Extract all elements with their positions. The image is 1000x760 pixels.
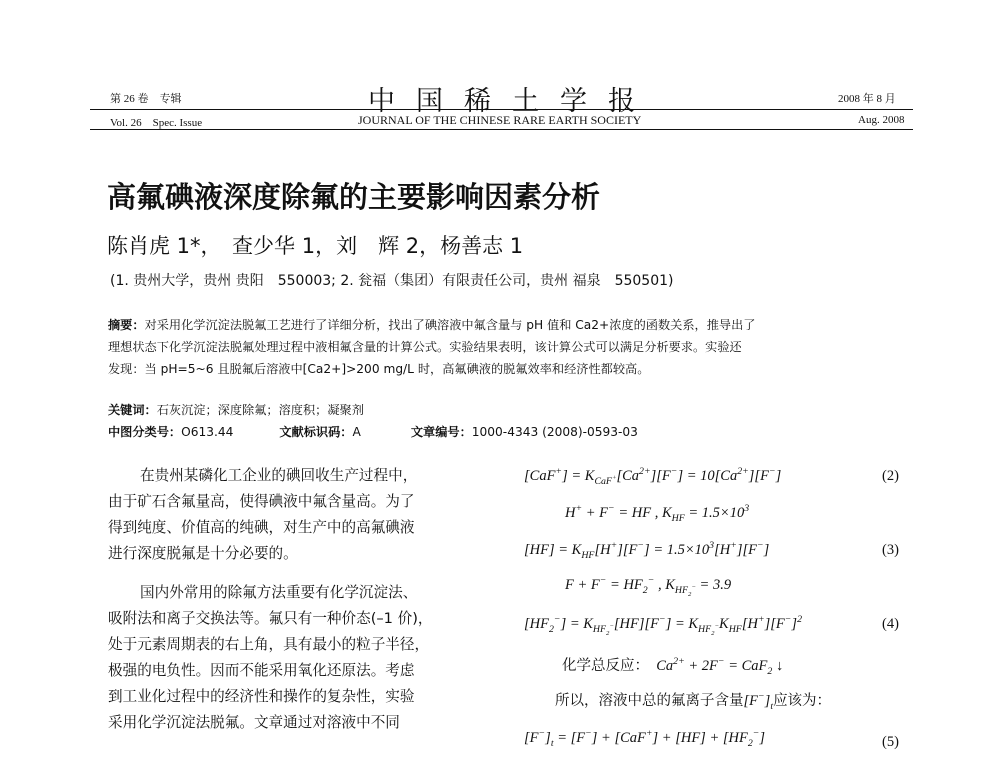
keywords-label: 关键词： [108, 403, 157, 417]
hf-constant-exponent: 3 [744, 503, 750, 515]
hf-dissociation: H+ + F− = HF , $K_{HF} = 1.5\times 10^3$ [565, 503, 750, 524]
hf-constant: 1.5×10 [701, 505, 745, 521]
body-line: 采用化学沉淀法脱氟。文章通过对溶液中不同 [108, 714, 400, 731]
header-rule-top [90, 109, 913, 110]
abstract-label: 摘要： [108, 318, 145, 332]
classification-line [108, 423, 638, 440]
date-en: Aug. 2008 [858, 114, 905, 126]
author-list: 陈肖虎 1*， 查少华 1，刘 辉 2，杨善志 1 [107, 234, 524, 258]
total-fluoride-text: 所以，溶液中总的氟离子含量 [555, 693, 744, 709]
keywords: 石灰沉淀；深度除氟；溶度积；凝聚剂 [156, 403, 364, 417]
eq2-coefficient: 10 [700, 468, 715, 484]
hf2-constant: 3.9 [712, 577, 732, 593]
volume-en: Vol. 26 Spec. Issue [110, 117, 203, 129]
body-line: 国内外常用的除氟方法重要有化学沉淀法、 [140, 584, 418, 601]
equation-5: $[F^-]_t = [F^-] + [CaF^+] + [HF] + [HF_2^-]$ [524, 728, 766, 749]
article-title: 高氟碘液深度除氟的主要影响因素分析 [107, 180, 601, 214]
abstract-text-1: 对采用化学沉淀法脱氟工艺进行了详细分析，找出了碘溶液中氟含量与 pH 值和 Ca2+浓度的函数关系，推导出了 [144, 318, 756, 332]
journal-name-zh: 中国稀土学报 [368, 86, 656, 117]
clc-number: O613.44 [181, 425, 234, 439]
equation-4: $[HF_2^-] = K_{HF_2^-}[HF][F^-] = K_{HF_2^-}K_{HF}[H^+][F^-]^2$ [524, 614, 802, 637]
equation-number-3: (3) [882, 542, 899, 558]
equation-number-5: (5) [882, 734, 899, 750]
total-reaction-label: 化学总反应： [562, 658, 649, 674]
clc-label: 中图分类号： [108, 425, 182, 439]
should-be-text: 应该为： [773, 693, 832, 709]
total-fluoride-sentence: 所以，溶液中总的氟离子含量$[F^-]_t$应该为： [555, 691, 832, 712]
body-line: 在贵州某磷化工企业的碘回收生产过程中， [140, 467, 418, 484]
equation-2: $[CaF^+] = K_{CaF^+}[Ca^{2+}][F^-] = 10[Ca^{2+}][F^-]$ [524, 466, 782, 487]
body-line: 处于元素周期表的右上角，具有最小的粒子半径， [108, 636, 430, 653]
journal-name-en: JOURNAL OF THE CHINESE RARE EARTH SOCIETY [358, 113, 642, 127]
hf2-formation: $F + F^- = HF_2^-$ , $K_{HF_2^-} = 3.9$ [565, 575, 732, 598]
body-line: 吸附法和离子交换法等。氟只有一种价态(–1 价)， [108, 610, 433, 627]
total-reaction: 化学总反应： $Ca^{2+} + 2F^- = CaF_2$ ↓ [562, 656, 784, 677]
body-line: 进行深度脱氟是十分必要的。 [108, 545, 298, 562]
body-line: 到工业化过程中的经济性和操作的复杂性，实验 [108, 688, 415, 705]
abstract-line-2: 理想状态下化学沉淀法脱氟处理过程中液相氟含量的计算公式。实验结果表明，该计算公式可以满足分析要求。实验还 [108, 340, 742, 354]
doc-code-label: 文献标识码： [279, 425, 353, 439]
date-zh: 2008 年 8 月 [838, 93, 896, 105]
equation-number-2: (2) [882, 468, 899, 484]
eq3-constant-exponent: 3 [709, 540, 715, 552]
article-number-label: 文章编号： [410, 425, 472, 439]
body-line: 得到纯度、价值高的纯碘，对生产中的高氟碘液 [108, 519, 415, 536]
equation-number-4: (4) [882, 616, 899, 632]
body-line: 极强的电负性。因而不能采用氧化还原法。考虑 [108, 662, 415, 679]
abstract-line-3: 发现：当 pH=5~6 且脱氟后溶液中[Ca2+]>200 mg/L 时，高氟碘液的脱氟效率和经济性都较高。 [108, 362, 650, 376]
equation-3: $[HF] = K_{HF}[H^+][F^-] = 1.5\times 10^3[H^+][F^-]$ [524, 540, 770, 561]
header-rule-bottom [90, 129, 913, 130]
body-line: 由于矿石含氟量高，使得碘液中氟含量高。为了 [108, 493, 415, 510]
article-number: 1000-4343 (2008)-0593-03 [471, 425, 638, 439]
abstract-line-1 [108, 315, 755, 337]
keywords-line [108, 401, 364, 418]
volume-zh: 第 26 卷 专辑 [110, 93, 182, 105]
eq3-constant: 1.5×10 [666, 542, 710, 558]
doc-code: A [352, 425, 361, 439]
affiliation: (1. 贵州大学，贵州 贵阳 550003; 2. 瓮福（集团）有限责任公司，贵州 福泉 550501) [110, 273, 674, 289]
